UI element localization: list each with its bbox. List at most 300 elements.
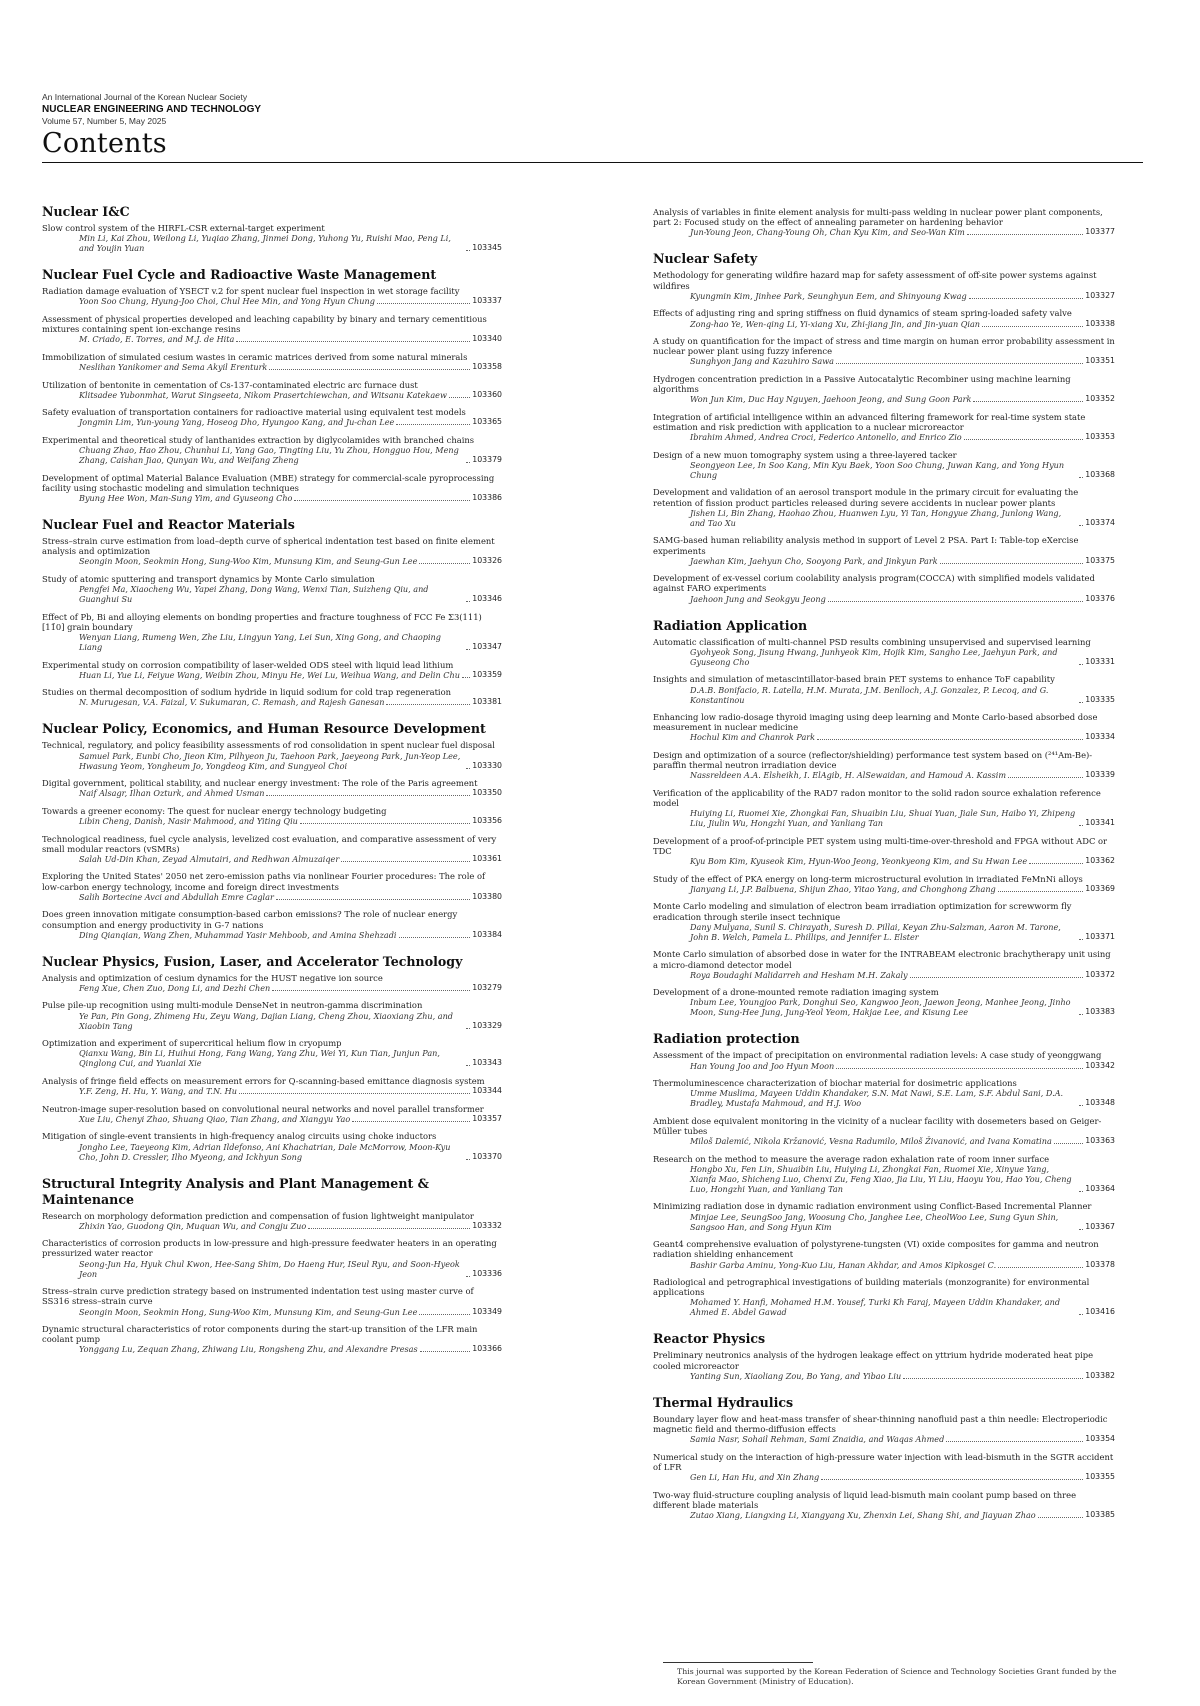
article-authors: Jongmin Lim, Yun-young Yang, Hoseog Dho, Hyungoo Kang, and Ju-chan Lee <box>79 417 395 428</box>
toc-entry <box>42 806 502 826</box>
article-title[interactable]: Minimizing radiation dose in dynamic radiation environment using Conflict-Based Incremental Planner <box>653 1201 1092 1212</box>
toc-section <box>653 251 1115 603</box>
article-byline <box>42 390 502 400</box>
article-number[interactable]: 103383 <box>1085 1007 1115 1017</box>
toc-entry <box>653 270 1115 300</box>
article-byline <box>42 334 502 344</box>
section-heading: Radiation protection <box>653 1031 800 1047</box>
article-title[interactable]: Optimization and experiment of supercritical helium flow in cryopump <box>42 1038 342 1049</box>
article-title[interactable]: Exploring the United States' 2050 net zero-emission paths via nonlinear Fourier procedures: The role of low-carbon energy technology, income and foreign direct investments <box>42 871 486 892</box>
toc-entry <box>42 536 502 566</box>
article-number[interactable]: 103332 <box>472 1220 502 1230</box>
article-number[interactable]: 103341 <box>1085 818 1115 828</box>
article-authors: Minjae Lee, SeungSoo Jang, Woosung Cho, Janghee Lee, CheolWoo Lee, Sung Gyun Shin, Sangsoo Han, and Song Hyun Kim <box>690 1211 1059 1232</box>
article-authors: N. Murugesan, V.A. Faizal, V. Sukumaran, C. Remash, and Rajesh Ganesan <box>79 697 385 708</box>
dot-leader <box>969 298 1084 299</box>
article-title[interactable]: Development of optimal Material Balance Evaluation (MBE) strategy for commercial-scale pyroprocessing facility using stochastic modeling and simulation techniques <box>42 472 495 493</box>
article-authors: Yanting Sun, Xiaoliang Zou, Bo Yang, and Yibao Liu <box>690 1370 902 1381</box>
article-authors: Neslihan Yanikomer and Sema Akyil Erenturk <box>79 362 268 373</box>
article-authors: Klitsadee Yubonmhat, Warut Singseeta, Nikom Prasertchiewchan, and Witsanu Katekaew <box>79 389 447 400</box>
article-title[interactable]: Analysis and optimization of cesium dynamics for the HUST negative ion source <box>42 972 383 983</box>
article-title[interactable]: Digital government, political stability, and nuclear energy investment: The role of the Paris agreement <box>42 778 478 789</box>
article-number[interactable]: 103358 <box>472 362 502 372</box>
article-byline <box>42 556 502 566</box>
article-byline <box>42 1011 502 1031</box>
article-byline <box>653 356 1115 366</box>
article-number[interactable]: 103416 <box>1085 1307 1115 1317</box>
toc-entry <box>42 1211 502 1231</box>
dot-leader <box>294 500 470 501</box>
toc-entry <box>653 1350 1115 1380</box>
article-authors: Nassreldeen A.A. Elsheikh, I. ElAgib, H. AlSewaidan, and Hamoud A. Kassim <box>690 770 1007 781</box>
section-heading: Nuclear Physics, Fusion, Laser, and Accelerator Technology <box>42 953 463 969</box>
article-byline <box>653 291 1115 301</box>
article-authors: Umme Muslima, Mayeen Uddin Khandaker, S.N. Mat Nawi, S.E. Lam, S.F. Abdul Sani, D.A. Bradley, Mustafa Mahmoud, and H.J. Woo <box>690 1088 1064 1109</box>
dot-leader <box>967 234 1083 235</box>
article-authors: Jun-Young Jeon, Chang-Young Oh, Chan Kyu Kim, and Seo-Wan Kim <box>690 227 965 238</box>
article-authors: Ye Pan, Pin Gong, Zhimeng Hu, Zeyu Wang, Dajian Liang, Cheng Zhou, Xiaoxiang Zhu, and Xiaobin Tang <box>79 1010 453 1031</box>
toc-entry <box>42 973 502 993</box>
article-byline <box>653 1212 1115 1232</box>
article-byline <box>653 227 1115 237</box>
article-number[interactable]: 103344 <box>472 1086 502 1096</box>
article-authors: Roya Boudaghi Malidarreh and Hesham M.H. Zakaly <box>690 969 908 980</box>
article-number[interactable]: 103361 <box>472 853 502 863</box>
article-byline <box>42 1344 502 1354</box>
article-title[interactable]: Slow control system of the HIRFL-CSR external-target experiment <box>42 223 325 233</box>
article-authors: Jianyang Li, J.P. Balbuena, Shijun Zhao, Yitao Yang, and Chonghong Zhang <box>690 883 996 894</box>
article-number[interactable]: 103352 <box>1085 394 1115 404</box>
article-number[interactable]: 103326 <box>472 556 502 566</box>
article-title[interactable]: Geant4 comprehensive evaluation of polystyrene-tungsten (VI) oxide composites for gamma and neutron radiation shielding enhancement <box>653 1239 1099 1260</box>
article-title[interactable]: Design and optimization of a source (reflector/shielding) performance test system based on (²⁴¹Am-Be)-paraffin thermal neutron irradiation device <box>653 749 1093 771</box>
article-authors: Kyungmin Kim, Jinhee Park, Seunghyun Eem, and Shinyoung Kwag <box>690 290 967 301</box>
article-number[interactable]: 103380 <box>472 891 502 901</box>
article-authors: Seongin Moon, Seokmin Hong, Sung-Woo Kim, Munsung Kim, and Seung-Gun Lee <box>79 556 418 567</box>
article-title[interactable]: Experimental study on corrosion compatibility of laser-welded ODS steel with liquid lead lithium <box>42 659 454 670</box>
article-title[interactable]: Does green innovation mitigate consumption-based carbon emissions? The role of nuclear energy consumption and energy productivity in G-7 nations <box>42 909 458 930</box>
dot-leader <box>377 303 470 304</box>
article-title[interactable]: Ambient dose equivalent monitoring in the vicinity of a nuclear facility with dosemeters based on Geiger-Müller tubes <box>653 1115 1102 1137</box>
article-byline <box>653 556 1115 566</box>
toc-entry <box>42 435 502 465</box>
dot-leader <box>1079 477 1083 478</box>
masthead <box>42 92 1143 163</box>
article-number[interactable]: 103377 <box>1085 227 1115 237</box>
toc-entry <box>42 407 502 427</box>
article-title[interactable]: Mitigation of single-event transients in high-frequency analog circuits using choke inductors <box>42 1131 437 1142</box>
dot-leader <box>1079 1314 1083 1315</box>
toc-entry <box>42 1104 502 1124</box>
article-number[interactable]: 103357 <box>472 1113 502 1123</box>
dot-leader <box>1079 1191 1083 1192</box>
article-number[interactable]: 103348 <box>1085 1098 1115 1108</box>
toc-entry <box>653 1078 1115 1108</box>
article-title[interactable]: Stress–strain curve estimation from load–depth curve of spherical indentation test based on finite element analysis and optimization <box>42 536 495 557</box>
dot-leader <box>982 326 1083 327</box>
dot-leader <box>466 768 470 769</box>
article-number[interactable]: 103378 <box>1085 1259 1115 1269</box>
article-byline <box>653 1136 1115 1146</box>
dot-leader <box>466 250 470 251</box>
article-authors: Seong-Jun Ha, Hyuk Chul Kwon, Hee-Sang Shim, Do Haeng Hur, ISeul Ryu, and Soon-Hyeok Jeon <box>79 1258 460 1279</box>
dot-leader <box>1079 939 1083 940</box>
article-byline <box>42 632 502 652</box>
article-number[interactable]: 103385 <box>1085 1510 1115 1520</box>
article-title[interactable]: Characteristics of corrosion products in low-pressure and high-pressure feedwater heaters in an operating pressurized water reactor <box>42 1238 497 1259</box>
article-number[interactable]: 103363 <box>1085 1136 1115 1146</box>
article-authors: Won Jun Kim, Duc Hay Nguyen, Jaehoon Jeong, and Sung Goon Park <box>690 394 972 405</box>
toc-entry <box>653 1490 1115 1520</box>
article-number[interactable]: 103340 <box>472 334 502 344</box>
article-title[interactable]: Integration of artificial intelligence within an advanced filtering framework for real-time system state estimation and risk prediction with application to a nuclear microreactor <box>653 411 1086 433</box>
dot-leader <box>1079 1105 1083 1106</box>
article-number[interactable]: 103329 <box>472 1020 502 1030</box>
article-number[interactable]: 103379 <box>472 455 502 465</box>
article-number[interactable]: 103337 <box>472 296 502 306</box>
toc-entry <box>653 1239 1115 1269</box>
toc-entry <box>42 687 502 707</box>
dot-leader <box>1079 525 1083 526</box>
article-title[interactable]: Verification of the applicability of the RAD7 radon monitor to the solid radon source exhalation reference model <box>653 787 1101 809</box>
article-title[interactable]: Radiation damage evaluation of YSECT v.2 for spent nuclear fuel inspection in wet storage facility <box>42 286 460 297</box>
article-title[interactable]: Enhancing low radio-dosage thyroid imaging using deep learning and Monte Carlo-based absorbed dose measurement in nuclear medicine <box>653 712 1098 733</box>
dot-leader <box>352 1121 470 1122</box>
society-line: An International Journal of the Korean Nuclear Society <box>42 92 248 102</box>
article-byline <box>42 983 502 993</box>
article-number[interactable]: 103376 <box>1085 593 1115 603</box>
toc-entry <box>653 535 1115 565</box>
article-title[interactable]: Development of a proof-of-principle PET system using multi-time-over-threshold and FPGA without ADC or TDC <box>653 835 1108 856</box>
article-title[interactable]: Development and validation of an aerosol transport module in the primary circuit for evaluating the retention of fission product particles released during severe accidents in nuclear power plants <box>653 487 1079 508</box>
toc-entry <box>653 1116 1115 1146</box>
toc-entry <box>653 901 1115 941</box>
article-byline <box>653 1297 1115 1317</box>
article-title[interactable]: Technical, regulatory, and policy feasibility assessments of rod consolidation in spent nuclear fuel disposal <box>42 740 495 751</box>
article-byline <box>653 1472 1115 1482</box>
article-number[interactable]: 103367 <box>1085 1221 1115 1231</box>
article-title[interactable]: A study on quantification for the impact of stress and time margin on human error probability assessment in nuclear power plant using fuzzy inference <box>653 336 1115 357</box>
section-heading: Nuclear Policy, Economics, and Human Resource Development <box>42 721 486 737</box>
section-heading: Reactor Physics <box>653 1331 766 1347</box>
article-title[interactable]: Analysis of variables in finite element analysis for multi-pass welding in nuclear power plant components, part 2: Focused study on the effect of annealing parameter on hardening behavior <box>653 207 1103 228</box>
article-number[interactable]: 103279 <box>472 982 502 992</box>
article-title[interactable]: Neutron-image super-resolution based on convolutional neural networks and novel parallel transformer <box>42 1103 484 1114</box>
dot-leader <box>236 341 470 342</box>
article-authors: Hochul Kim and Chanrok Park <box>690 732 816 743</box>
dot-leader <box>396 424 470 425</box>
article-number[interactable]: 103384 <box>472 929 502 939</box>
article-title[interactable]: Technological readiness, fuel cycle analysis, levelized cost evaluation, and comparative assessment of very small modular reactors (vSMRs) <box>42 833 497 854</box>
dot-leader <box>821 1479 1083 1480</box>
article-number[interactable]: 103346 <box>472 594 502 604</box>
toc-section <box>42 954 502 1162</box>
toc-entry <box>653 750 1115 780</box>
article-title[interactable]: Pulse pile-up recognition using multi-module DenseNet in neutron-gamma discrimination <box>42 1000 423 1011</box>
article-byline <box>653 1371 1115 1381</box>
toc-entry <box>42 778 502 798</box>
dot-leader <box>449 397 470 398</box>
dot-leader <box>300 823 470 824</box>
dot-leader <box>1079 702 1083 703</box>
article-number[interactable]: 103334 <box>1085 732 1115 742</box>
toc-section <box>42 204 502 253</box>
article-title[interactable]: Preliminary neutronics analysis of the hydrogen leakage effect on yttrium hydride moderated heat pipe cooled microreactor <box>653 1350 1094 1371</box>
article-number[interactable]: 103354 <box>1085 1434 1115 1444</box>
article-number[interactable]: 103368 <box>1085 469 1115 479</box>
article-authors: Libin Cheng, Danish, Nasir Mahmood, and Yiting Qiu <box>79 816 298 827</box>
toc-entry <box>42 352 502 372</box>
article-number[interactable]: 103338 <box>1085 318 1115 328</box>
dot-leader <box>466 1276 470 1277</box>
article-byline <box>42 751 502 771</box>
article-authors: Zutao Xiang, Liangxing Li, Xiangyang Xu, Zhenxin Lei, Shang Shi, and Jiayuan Zhao <box>690 1510 1036 1521</box>
article-title[interactable]: Immobilization of simulated cesium wastes in ceramic matrices derived from some natural minerals <box>42 351 468 362</box>
article-byline <box>42 584 502 604</box>
article-byline <box>42 233 502 253</box>
article-title[interactable]: Thermoluminescence characterization of biochar material for dosimetric applications <box>653 1078 1017 1089</box>
toc-entry <box>42 834 502 864</box>
article-title[interactable]: Studies on thermal decomposition of sodium hydride in liquid sodium for cold trap regeneration <box>42 687 452 698</box>
article-number[interactable]: 103360 <box>472 389 502 399</box>
article-number[interactable]: 103355 <box>1085 1472 1115 1482</box>
article-byline <box>42 1086 502 1096</box>
article-number[interactable]: 103382 <box>1085 1370 1115 1380</box>
article-number[interactable]: 103356 <box>472 816 502 826</box>
article-number[interactable]: 103349 <box>472 1306 502 1316</box>
dot-leader <box>998 891 1084 892</box>
article-title[interactable]: Design of a new muon tomography system using a three-layered tacker <box>653 449 957 460</box>
dot-leader <box>466 601 470 602</box>
article-number[interactable]: 103371 <box>1085 931 1115 941</box>
article-authors: Qianxu Wang, Bin Li, Huihui Hong, Fang Wang, Yang Zhu, Wei Yi, Kun Tian, Junjun Pan, Qinglong Cui, and Yuanlai Xie <box>79 1048 440 1069</box>
toc-entry <box>42 473 502 503</box>
article-number[interactable]: 103350 <box>472 788 502 798</box>
article-byline <box>653 856 1115 866</box>
article-number[interactable]: 103330 <box>472 760 502 770</box>
toc-entry <box>42 1324 502 1354</box>
article-title[interactable]: Utilization of bentonite in cementation of Cs-137-contaminated electric arc furnace dust <box>42 379 418 390</box>
footnote-text: This journal was supported by the Korean Federation of Science and Technology Societies Grant funded by the Korean Government (Ministry of Education). <box>677 1667 1117 1686</box>
dot-leader <box>399 937 471 938</box>
article-number[interactable]: 103374 <box>1085 517 1115 527</box>
section-heading: Nuclear Safety <box>653 251 758 267</box>
dot-leader <box>420 1351 471 1352</box>
article-title[interactable]: Monte Carlo modeling and simulation of electron beam irradiation optimization for screwworm fly eradication through sterile insect technique <box>653 901 1072 922</box>
article-number[interactable]: 103343 <box>472 1058 502 1068</box>
article-byline <box>42 697 502 707</box>
article-title[interactable]: Study of atomic sputtering and transport dynamics by Monte Carlo simulation <box>42 573 375 584</box>
article-authors: Sunghyon Jang and Kazuhiro Sawa <box>690 356 835 367</box>
article-byline <box>653 394 1115 404</box>
toc-entry <box>653 1050 1115 1070</box>
toc-section <box>653 618 1115 1018</box>
article-title[interactable]: Monte Carlo simulation of absorbed dose in water for the INTRABEAM electronic brachytherapy unit using a micro-diamond detector model <box>653 949 1111 970</box>
footnote-rule <box>663 1662 813 1663</box>
article-byline <box>42 930 502 940</box>
article-authors: Huiying Li, Ruomei Xie, Zhongkai Fan, Shuaibin Liu, Shuai Yuan, Jiale Sun, Haibo Yi, Zhipeng Liu, Jiulin Wu, Hongzhi Yuan, and Yanliang Tan <box>690 808 1076 829</box>
article-byline <box>653 319 1115 329</box>
toc-entry <box>653 374 1115 404</box>
article-authors: D.A.B. Bonifacio, R. Latella, H.M. Murata, J.M. Benlloch, A.J. Gonzalez, P. Lecoq, and G. Konstantinou <box>690 684 1049 705</box>
article-title[interactable]: Insights and simulation of metascintillator-based brain PET systems to enhance ToF capability <box>653 674 1055 685</box>
article-number[interactable]: 103366 <box>472 1344 502 1354</box>
article-authors: Dany Mulyana, Sunil S. Chirayath, Suresh D. Pillai, Keyan Zhu-Salzman, Aaron M. Tarone, John B. Welch, Pamela L. Phillips, and Jennifer L. Elster <box>690 921 1061 942</box>
article-number[interactable]: 103351 <box>1085 356 1115 366</box>
article-number[interactable]: 103381 <box>472 697 502 707</box>
article-number[interactable]: 103364 <box>1085 1183 1115 1193</box>
article-authors: Yoon Soo Chung, Hyung-Joo Choi, Chul Hee Min, and Yong Hyun Chung <box>79 296 375 307</box>
article-byline <box>653 922 1115 942</box>
article-number[interactable]: 103327 <box>1085 290 1115 300</box>
article-byline <box>42 362 502 372</box>
title-rule <box>42 162 1143 163</box>
article-title[interactable]: Development of ex-vessel corium coolability analysis program(COCCA) with simplified models validated against FARO experiments <box>653 573 1095 594</box>
toc-entry <box>42 286 502 306</box>
article-number[interactable]: 103386 <box>472 493 502 503</box>
journal-name: NUCLEAR ENGINEERING AND TECHNOLOGY <box>42 104 262 115</box>
article-number[interactable]: 103353 <box>1085 432 1115 442</box>
article-title[interactable]: Methodology for generating wildfire hazard map for safety assessment of off-site power systems against wildfires <box>653 270 1097 291</box>
article-byline <box>653 508 1115 528</box>
article-title[interactable]: Analysis of fringe field effects on measurement errors for Q-scanning-based emittance diagnosis system <box>42 1075 485 1086</box>
toc-entry <box>653 836 1115 866</box>
article-byline <box>653 732 1115 742</box>
dot-leader <box>466 1159 470 1160</box>
article-number[interactable]: 103362 <box>1085 856 1115 866</box>
article-number[interactable]: 103331 <box>1085 656 1115 666</box>
left-column <box>42 204 502 1368</box>
dot-leader <box>1008 777 1083 778</box>
article-title[interactable]: Boundary layer flow and heat-mass transfer of shear-thinning nanofluid past a thin needle: Electroperiodic magnetic field and thermo-diffusion effects <box>653 1413 1108 1435</box>
article-byline <box>42 1142 502 1162</box>
article-authors: Kyu Bom Kim, Kyuseok Kim, Hyun-Woo Jeong, Yeonkyeong Kim, and Su Hwan Lee <box>690 856 1028 867</box>
article-title[interactable]: Automatic classification of multi-channel PSD results combining unsupervised and supervised learning <box>653 636 1091 647</box>
article-byline <box>653 1260 1115 1270</box>
article-byline <box>42 417 502 427</box>
article-authors: Naif Alsagr, Ilhan Ozturk, and Ahmed Usman <box>79 788 265 799</box>
toc-entry <box>42 660 502 680</box>
dot-leader <box>836 1068 1083 1069</box>
toc-entry <box>653 788 1115 828</box>
article-number[interactable]: 103345 <box>472 243 502 253</box>
toc-entry <box>42 380 502 400</box>
article-number[interactable]: 103372 <box>1085 969 1115 979</box>
toc-entry <box>653 207 1115 237</box>
toc-entry <box>653 573 1115 603</box>
article-number[interactable]: 103336 <box>472 1268 502 1278</box>
article-byline <box>42 1259 502 1279</box>
article-number[interactable]: 103342 <box>1085 1060 1115 1070</box>
article-authors: Gen Li, Han Hu, and Xin Zhang <box>690 1472 820 1483</box>
article-title[interactable]: Dynamic structural characteristics of rotor components during the start-up transition of the LFR main coolant pump <box>42 1324 478 1345</box>
article-byline <box>42 892 502 902</box>
article-number[interactable]: 103369 <box>1085 883 1115 893</box>
article-number[interactable]: 103359 <box>472 669 502 679</box>
dot-leader <box>419 1314 470 1315</box>
dot-leader <box>1038 1517 1084 1518</box>
article-authors: Ding Qianqian, Wang Zhen, Muhammad Yasir Mehboob, and Amina Shehzadi <box>79 929 397 940</box>
article-number[interactable]: 103370 <box>472 1151 502 1161</box>
article-number[interactable]: 103335 <box>1085 694 1115 704</box>
dot-leader <box>946 1441 1083 1442</box>
article-title[interactable]: Effect of Pb, Bi and alloying elements on bonding properties and fracture toughness of FCC Fe Σ3(111)[11̄0] grain boundary <box>42 611 482 632</box>
article-title[interactable]: Assessment of physical properties developed and leaching capability by binary and ternary cementitious mixtures containing spent ion-exchange resins <box>42 313 487 335</box>
article-authors: Samuel Park, Eunbi Cho, Jieon Kim, Pilhyeon Ju, Taehoon Park, Jaeyeong Park, Jun-Yeop Lee, Hwasung Yeom, Yongheum Jo, Yongdeog Kim, and Sungyeol Choi <box>79 750 461 771</box>
article-title[interactable]: Towards a greener economy: The quest for nuclear energy technology budgeting <box>42 805 387 816</box>
dot-leader <box>466 649 470 650</box>
article-number[interactable]: 103365 <box>472 417 502 427</box>
dot-leader <box>272 990 470 991</box>
article-byline <box>653 770 1115 780</box>
toc-entry <box>42 1286 502 1316</box>
article-title[interactable]: Research on morphology deformation prediction and compensation of fusion lightweight manipulator <box>42 1210 474 1221</box>
article-title[interactable]: Stress–strain curve prediction strategy based on instrumented indentation test using master curve of SS316 stress–strain curve <box>42 1286 474 1307</box>
toc-entry <box>42 1131 502 1161</box>
article-authors: Xue Liu, Chenyi Zhao, Shuang Qiao, Tian Zhang, and Xiangyu Yao <box>79 1113 351 1124</box>
article-authors: Jaewhan Kim, Jaehyun Cho, Sooyong Park, and Jinkyun Park <box>690 555 938 566</box>
toc-entry <box>42 574 502 604</box>
dot-leader <box>910 977 1084 978</box>
article-number[interactable]: 103339 <box>1085 770 1115 780</box>
article-byline <box>653 1434 1115 1444</box>
article-byline <box>42 1307 502 1317</box>
article-authors: Yonggang Lu, Zequan Zhang, Zhiwang Liu, Rongsheng Zhu, and Alexandre Presas <box>79 1344 418 1355</box>
article-title[interactable]: Development of a drone-mounted remote radiation imaging system <box>653 987 939 998</box>
article-title[interactable]: Research on the method to measure the average radon exhalation rate of room inner surface <box>653 1153 1050 1164</box>
dot-leader <box>828 601 1083 602</box>
article-title[interactable]: Study of the effect of PKA energy on long-term microstructural evolution in irradiated FeMnNi alloys <box>653 873 1083 884</box>
article-title[interactable]: Hydrogen concentration prediction in a Passive Autocatalytic Recombiner using machine learning algorithms <box>653 373 1071 395</box>
section-heading: Nuclear I&C <box>42 204 130 219</box>
right-column <box>653 207 1115 1534</box>
article-title[interactable]: Radiological and petrographical investigations of building materials (monzogranite) for environmental applications <box>653 1277 1090 1298</box>
article-byline <box>42 670 502 680</box>
article-authors: Salah Ud-Din Khan, Zeyad Almutairi, and Redhwan Almuzaiqer <box>79 853 340 864</box>
article-byline <box>653 1061 1115 1071</box>
dot-leader <box>466 462 470 463</box>
article-title[interactable]: Two-way fluid-structure coupling analysis of liquid lead-bismuth main coolant pump based on three different blade materials <box>653 1489 1077 1510</box>
article-title[interactable]: Assessment of the impact of precipitation on environmental radiation levels: A case study of yeonggwang <box>653 1050 1102 1061</box>
article-byline <box>653 1088 1115 1108</box>
article-title[interactable]: Effects of adjusting ring and spring stiffness on fluid dynamics of steam spring-loaded safety valve <box>653 308 1072 319</box>
article-authors: Bashir Garba Aminu, Yong-Kuo Liu, Hanan Akhdar, and Amos Kipkosgei C. <box>690 1259 997 1270</box>
article-number[interactable]: 103347 <box>472 642 502 652</box>
article-title[interactable]: Safety evaluation of transportation containers for radioactive material using equivalent test models <box>42 407 466 418</box>
article-authors: Mohamed Y. Hanfi, Mohamed H.M. Yousef, Turki Kh Faraj, Mayeen Uddin Khandaker, and Ahmed E. Abdel Gawad <box>690 1297 1061 1318</box>
dot-leader <box>266 795 470 796</box>
article-authors: Feng Xue, Chen Zuo, Dong Li, and Dezhi Chen <box>79 982 271 993</box>
toc-entry <box>653 712 1115 742</box>
toc-entry <box>42 909 502 939</box>
toc-section <box>653 1331 1115 1380</box>
article-byline <box>653 647 1115 667</box>
article-title[interactable]: Experimental and theoretical study of lanthanides extraction by diglycolamides with branched chains <box>42 434 475 445</box>
article-number[interactable]: 103375 <box>1085 555 1115 565</box>
article-authors: Ibrahim Ahmed, Andrea Croci, Federico Antonello, and Enrico Zio <box>690 432 962 443</box>
article-authors: Y.F. Zeng, H. Hu, Y. Wang, and T.N. Hu <box>79 1086 237 1097</box>
toc-section <box>42 1176 502 1355</box>
article-title[interactable]: SAMG-based human reliability analysis method in support of Level 2 PSA. Part I: Table-top eXercise experiments <box>653 535 1079 556</box>
article-title[interactable]: Numerical study on the interaction of high-pressure water injection with lead-bismuth in the SGTR accident of LFR <box>653 1451 1114 1472</box>
toc-entry <box>653 874 1115 894</box>
article-byline <box>42 1221 502 1231</box>
dot-leader <box>817 739 1083 740</box>
article-byline <box>653 997 1115 1017</box>
section-heading: Thermal Hydraulics <box>653 1394 794 1410</box>
toc-entry <box>42 1238 502 1278</box>
toc-entry <box>42 223 502 253</box>
